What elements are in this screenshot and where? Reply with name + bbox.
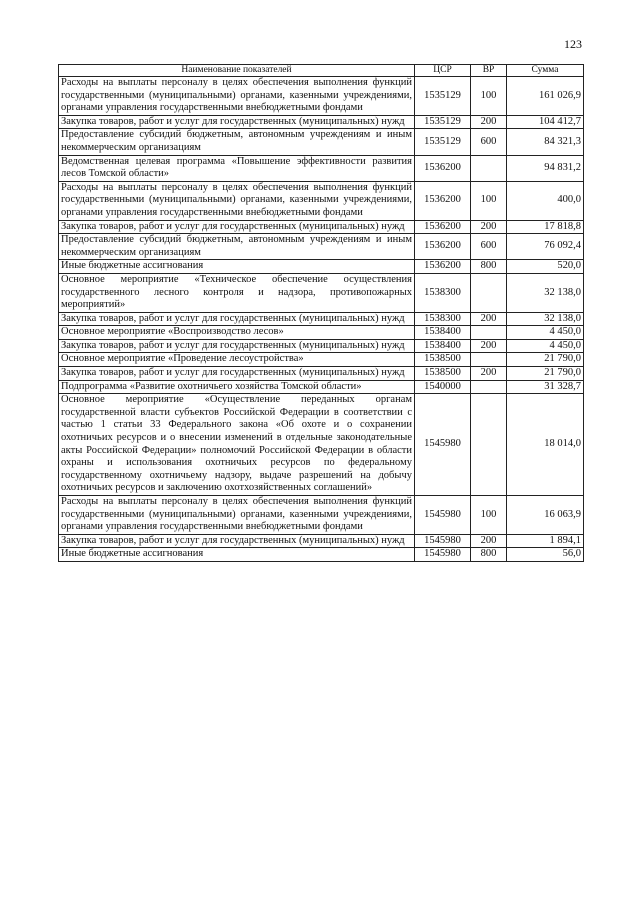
row-sum: 400,0 xyxy=(507,181,584,220)
row-name: Ведомственная целевая программа «Повышение эффективности развития лесов Томской области» xyxy=(59,155,415,181)
row-vr xyxy=(471,380,507,394)
page-number: 123 xyxy=(564,37,582,51)
row-code: 1536200 xyxy=(415,155,471,181)
table-row xyxy=(59,115,584,129)
row-name: Иные бюджетные ассигнования xyxy=(59,260,415,274)
row-vr: 100 xyxy=(471,181,507,220)
row-sum: 4 450,0 xyxy=(507,326,584,340)
row-name: Закупка товаров, работ и услуг для государственных (муниципальных) нужд xyxy=(59,339,415,353)
table-row xyxy=(59,339,584,353)
row-sum: 94 831,2 xyxy=(507,155,584,181)
row-name: Расходы на выплаты персоналу в целях обеспечения выполнения функций государственными (муниципальными) органами, казенными учреждениями, органами управления государственными внебюджетными фондами xyxy=(59,496,415,535)
table-row xyxy=(59,548,584,562)
table-row xyxy=(59,367,584,381)
row-vr: 200 xyxy=(471,339,507,353)
row-vr: 800 xyxy=(471,548,507,562)
row-code: 1536200 xyxy=(415,234,471,260)
table-row xyxy=(59,273,584,312)
row-code: 1536200 xyxy=(415,260,471,274)
row-name: Закупка товаров, работ и услуг для государственных (муниципальных) нужд xyxy=(59,115,415,129)
row-code: 1538400 xyxy=(415,326,471,340)
table-row xyxy=(59,312,584,326)
row-name: Основное мероприятие «Техническое обеспечение осуществления государственного лесного контроля и надзора, противопожарных мероприятий» xyxy=(59,273,415,312)
row-sum: 21 790,0 xyxy=(507,353,584,367)
row-name: Расходы на выплаты персоналу в целях обеспечения выполнения функций государственными (муниципальными) органами, казенными учреждениями, органами управления государственными внебюджетными фондами xyxy=(59,77,415,116)
row-sum: 4 450,0 xyxy=(507,339,584,353)
row-code: 1545980 xyxy=(415,394,471,496)
table-header-row xyxy=(59,65,584,77)
row-name: Закупка товаров, работ и услуг для государственных (муниципальных) нужд xyxy=(59,534,415,548)
row-sum: 161 026,9 xyxy=(507,77,584,116)
row-vr xyxy=(471,155,507,181)
row-name: Закупка товаров, работ и услуг для государственных (муниципальных) нужд xyxy=(59,312,415,326)
row-vr xyxy=(471,353,507,367)
budget-table xyxy=(58,64,584,562)
row-name: Подпрограмма «Развитие охотничьего хозяйства Томской области» xyxy=(59,380,415,394)
row-code: 1536200 xyxy=(415,181,471,220)
row-code: 1545980 xyxy=(415,496,471,535)
table-row xyxy=(59,77,584,116)
row-name: Расходы на выплаты персоналу в целях обеспечения выполнения функций государственными (муниципальными) органами, казенными учреждениями, органами управления государственными внебюджетными фондами xyxy=(59,181,415,220)
row-vr xyxy=(471,273,507,312)
table-row xyxy=(59,181,584,220)
row-vr: 200 xyxy=(471,367,507,381)
row-name: Основное мероприятие «Воспроизводство лесов» xyxy=(59,326,415,340)
row-sum: 18 014,0 xyxy=(507,394,584,496)
row-code: 1538500 xyxy=(415,367,471,381)
row-sum: 56,0 xyxy=(507,548,584,562)
table-row xyxy=(59,353,584,367)
table-row xyxy=(59,260,584,274)
row-name: Основное мероприятие «Проведение лесоустройства» xyxy=(59,353,415,367)
row-vr: 200 xyxy=(471,534,507,548)
row-vr: 100 xyxy=(471,496,507,535)
table-row xyxy=(59,129,584,155)
row-name: Закупка товаров, работ и услуг для государственных (муниципальных) нужд xyxy=(59,220,415,234)
row-sum: 76 092,4 xyxy=(507,234,584,260)
row-vr: 600 xyxy=(471,129,507,155)
row-vr xyxy=(471,394,507,496)
row-sum: 32 138,0 xyxy=(507,273,584,312)
row-code: 1538300 xyxy=(415,312,471,326)
row-sum: 21 790,0 xyxy=(507,367,584,381)
header-sum: Сумма xyxy=(507,65,584,77)
row-name: Иные бюджетные ассигнования xyxy=(59,548,415,562)
row-sum: 84 321,3 xyxy=(507,129,584,155)
row-vr: 100 xyxy=(471,77,507,116)
row-sum: 17 818,8 xyxy=(507,220,584,234)
row-code: 1545980 xyxy=(415,548,471,562)
row-vr: 200 xyxy=(471,115,507,129)
row-name: Предоставление субсидий бюджетным, автономным учреждениям и иным некоммерческим организациям xyxy=(59,129,415,155)
row-vr: 200 xyxy=(471,312,507,326)
row-code: 1535129 xyxy=(415,129,471,155)
row-sum: 32 138,0 xyxy=(507,312,584,326)
table-row xyxy=(59,380,584,394)
header-vr: ВР xyxy=(471,65,507,77)
row-code: 1538300 xyxy=(415,273,471,312)
table-row xyxy=(59,234,584,260)
row-vr: 200 xyxy=(471,220,507,234)
row-sum: 31 328,7 xyxy=(507,380,584,394)
row-sum: 104 412,7 xyxy=(507,115,584,129)
table-row xyxy=(59,496,584,535)
row-code: 1538500 xyxy=(415,353,471,367)
row-sum: 1 894,1 xyxy=(507,534,584,548)
table-row xyxy=(59,220,584,234)
row-name: Закупка товаров, работ и услуг для государственных (муниципальных) нужд xyxy=(59,367,415,381)
row-code: 1535129 xyxy=(415,77,471,116)
row-vr: 800 xyxy=(471,260,507,274)
row-vr: 600 xyxy=(471,234,507,260)
header-code: ЦСР xyxy=(415,65,471,77)
row-code: 1535129 xyxy=(415,115,471,129)
row-name: Предоставление субсидий бюджетным, автономным учреждениям и иным некоммерческим организациям xyxy=(59,234,415,260)
table-row xyxy=(59,394,584,496)
header-name: Наименование показателей xyxy=(59,65,415,77)
table-row xyxy=(59,326,584,340)
row-code: 1536200 xyxy=(415,220,471,234)
row-sum: 520,0 xyxy=(507,260,584,274)
row-sum: 16 063,9 xyxy=(507,496,584,535)
row-name: Основное мероприятие «Осуществление переданных органам государственной власти субъектов Российской Федерации в соответствии с частью 1 статьи 33 Федерального закона «Об охоте и о сохранении охотничьих ресурсов и о внесении изменений в отдельные законодательные акты Российской Федерации» полномочий Российской Федерации в области охраны и использования охотничьих ресурсов по федеральному государственному охотничьему надзору, выдаче разрешений на добычу охотничьих ресурсов и заключению охотхозяйственных соглашений» xyxy=(59,394,415,496)
table-row xyxy=(59,534,584,548)
row-code: 1540000 xyxy=(415,380,471,394)
row-code: 1538400 xyxy=(415,339,471,353)
row-vr xyxy=(471,326,507,340)
table-row xyxy=(59,155,584,181)
row-code: 1545980 xyxy=(415,534,471,548)
